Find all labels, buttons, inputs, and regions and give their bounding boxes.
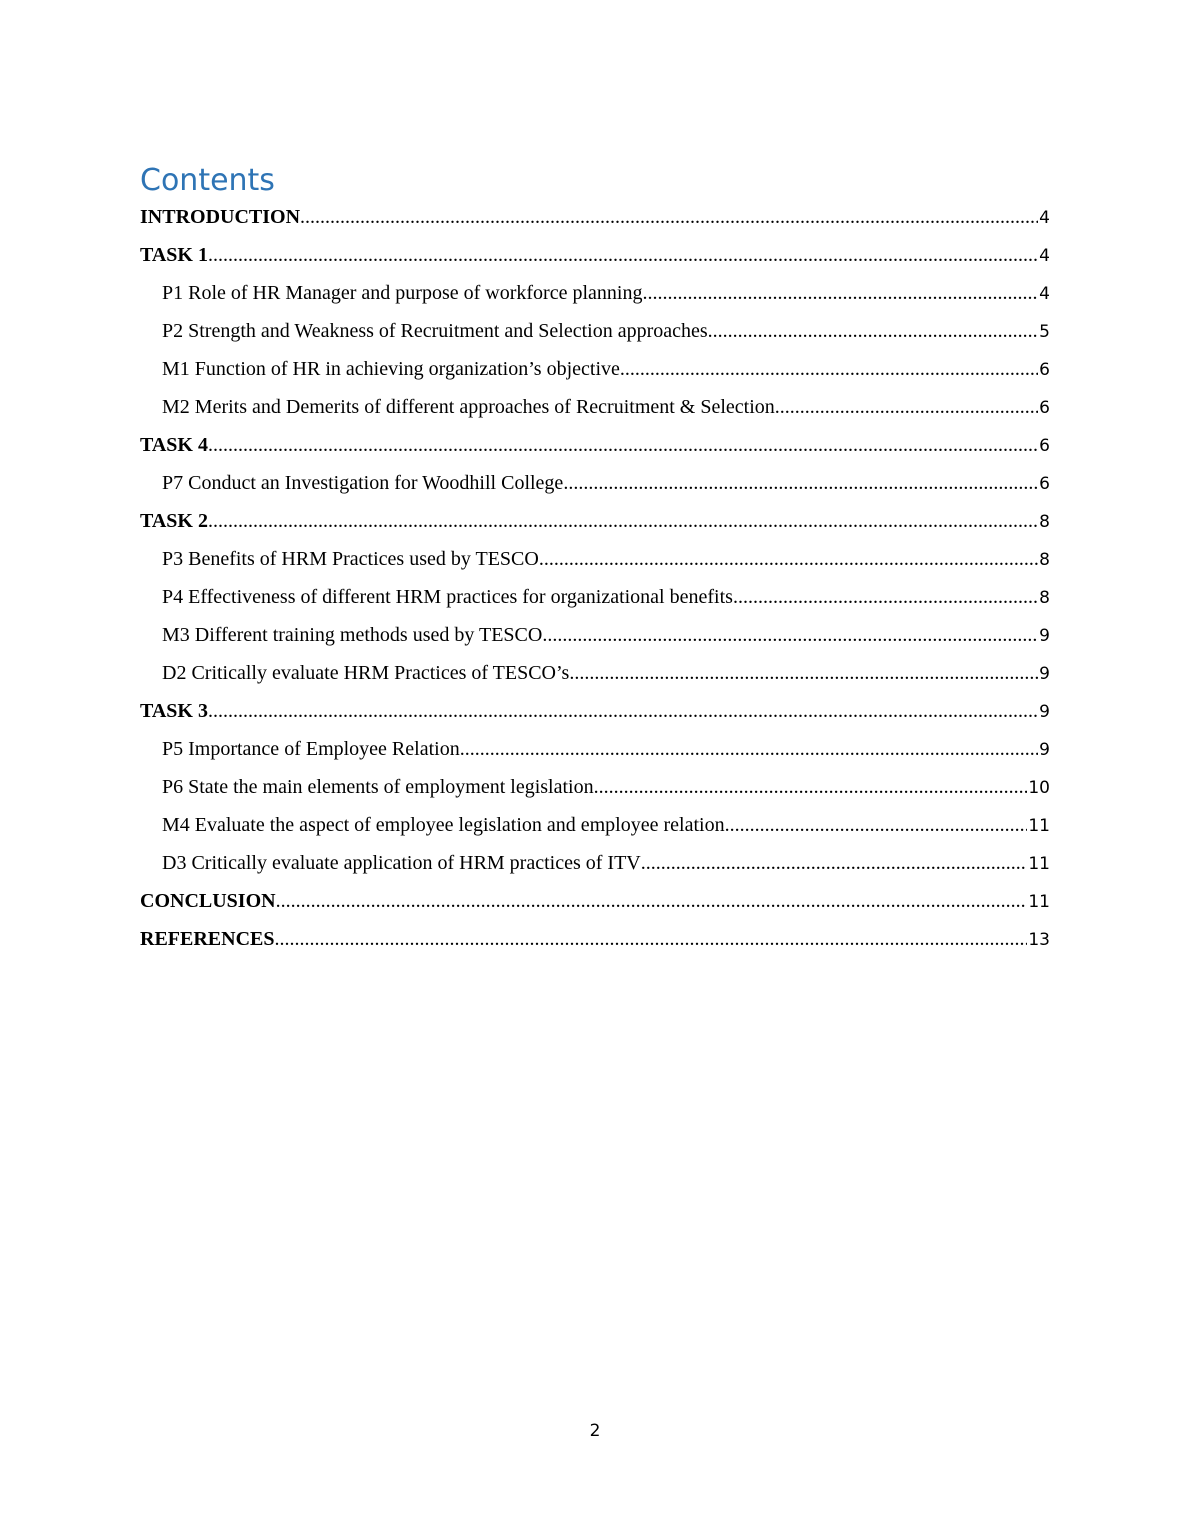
toc-entry-page-number: 13 <box>1028 930 1050 950</box>
toc-heading: Contents <box>140 163 275 198</box>
toc-entry[interactable] <box>140 768 1050 806</box>
toc-entry[interactable] <box>140 654 1050 692</box>
toc-entry-title: P7 Conduct an Investigation for Woodhill College <box>162 472 564 494</box>
toc-entry-page-number: 11 <box>1028 892 1050 912</box>
toc-entry-title: M2 Merits and Demerits of different approaches of Recruitment & Selection <box>162 396 775 418</box>
toc-entry[interactable] <box>140 730 1050 768</box>
toc-entry-title: P3 Benefits of HRM Practices used by TESCO <box>162 548 539 570</box>
toc-entry-title: TASK 4 <box>140 434 208 456</box>
toc-entry-page-number: 10 <box>1028 778 1050 798</box>
toc-entry-page-number: 6 <box>1039 398 1050 418</box>
toc-entry-title: P6 State the main elements of employment legislation <box>162 776 594 798</box>
toc-dot-leader <box>300 198 1038 236</box>
toc-entry[interactable] <box>140 198 1050 236</box>
toc-entry-title: P4 Effectiveness of different HRM practices for organizational benefits <box>162 586 733 608</box>
toc-dot-leader <box>208 502 1038 540</box>
toc-dot-leader <box>641 844 1028 882</box>
toc-entry[interactable] <box>140 502 1050 540</box>
toc-dot-leader <box>733 578 1038 616</box>
toc-entry[interactable] <box>140 806 1050 844</box>
toc-entry[interactable] <box>140 692 1050 730</box>
toc-dot-leader <box>208 236 1038 274</box>
toc-entry[interactable] <box>140 350 1050 388</box>
toc-dot-leader <box>542 616 1038 654</box>
toc-dot-leader <box>563 464 1038 502</box>
toc-entry-title: P2 Strength and Weakness of Recruitment and Selection approaches <box>162 320 708 342</box>
toc-entry[interactable] <box>140 540 1050 578</box>
toc-entry-page-number: 9 <box>1039 626 1050 646</box>
toc-entry-title: M1 Function of HR in achieving organization’s objective <box>162 358 620 380</box>
toc-entry-page-number: 4 <box>1039 284 1050 304</box>
toc-entry-title: M3 Different training methods used by TESCO <box>162 624 543 646</box>
toc-dot-leader <box>775 388 1038 426</box>
toc-dot-leader <box>569 654 1038 692</box>
toc-entry[interactable] <box>140 312 1050 350</box>
toc-entry-page-number: 4 <box>1039 246 1050 266</box>
toc-entry[interactable] <box>140 920 1050 958</box>
toc-entry-title: P5 Importance of Employee Relation <box>162 738 460 760</box>
toc-entry[interactable] <box>140 274 1050 312</box>
toc-entry-title: CONCLUSION <box>140 890 276 912</box>
toc-entry-page-number: 8 <box>1039 512 1050 532</box>
toc-dot-leader <box>642 274 1038 312</box>
toc-entry-title: D3 Critically evaluate application of HRM practices of ITV <box>162 852 641 874</box>
table-of-contents <box>140 198 1050 958</box>
toc-entry[interactable] <box>140 578 1050 616</box>
toc-entry-page-number: 9 <box>1039 740 1050 760</box>
toc-entry-page-number: 8 <box>1039 588 1050 608</box>
toc-dot-leader <box>708 312 1039 350</box>
toc-entry[interactable] <box>140 426 1050 464</box>
toc-entry-page-number: 6 <box>1039 436 1050 456</box>
toc-entry[interactable] <box>140 236 1050 274</box>
toc-entry-page-number: 11 <box>1028 854 1050 874</box>
toc-dot-leader <box>539 540 1038 578</box>
toc-entry-page-number: 6 <box>1039 360 1050 380</box>
toc-dot-leader <box>208 426 1038 464</box>
toc-entry[interactable] <box>140 388 1050 426</box>
toc-entry-page-number: 11 <box>1028 816 1050 836</box>
toc-entry-title: P1 Role of HR Manager and purpose of workforce planning <box>162 282 643 304</box>
toc-dot-leader <box>594 768 1028 806</box>
toc-dot-leader <box>274 920 1027 958</box>
toc-entry-page-number: 9 <box>1039 702 1050 722</box>
toc-entry-title: TASK 2 <box>140 510 208 532</box>
toc-entry-page-number: 5 <box>1039 322 1050 342</box>
toc-entry[interactable] <box>140 882 1050 920</box>
toc-dot-leader <box>730 806 1028 844</box>
footer-page-number: 2 <box>589 1421 601 1441</box>
toc-dot-leader <box>276 882 1028 920</box>
toc-dot-leader <box>460 730 1038 768</box>
toc-entry-title: TASK 3 <box>140 700 208 722</box>
toc-entry-title: D2 Critically evaluate HRM Practices of TESCO’s <box>162 662 570 684</box>
toc-dot-leader <box>620 350 1038 388</box>
toc-entry-title: INTRODUCTION <box>140 206 301 228</box>
toc-entry-title: TASK 1 <box>140 244 208 266</box>
toc-entry[interactable] <box>140 844 1050 882</box>
toc-entry[interactable] <box>140 464 1050 502</box>
toc-entry-title: REFERENCES <box>140 928 275 950</box>
toc-entry[interactable] <box>140 616 1050 654</box>
toc-entry-page-number: 6 <box>1039 474 1050 494</box>
toc-entry-page-number: 4 <box>1039 208 1050 228</box>
toc-entry-page-number: 9 <box>1039 664 1050 684</box>
toc-dot-leader <box>208 692 1038 730</box>
toc-entry-page-number: 8 <box>1039 550 1050 570</box>
toc-entry-title: M4 Evaluate the aspect of employee legislation and employee relation. <box>162 814 730 836</box>
